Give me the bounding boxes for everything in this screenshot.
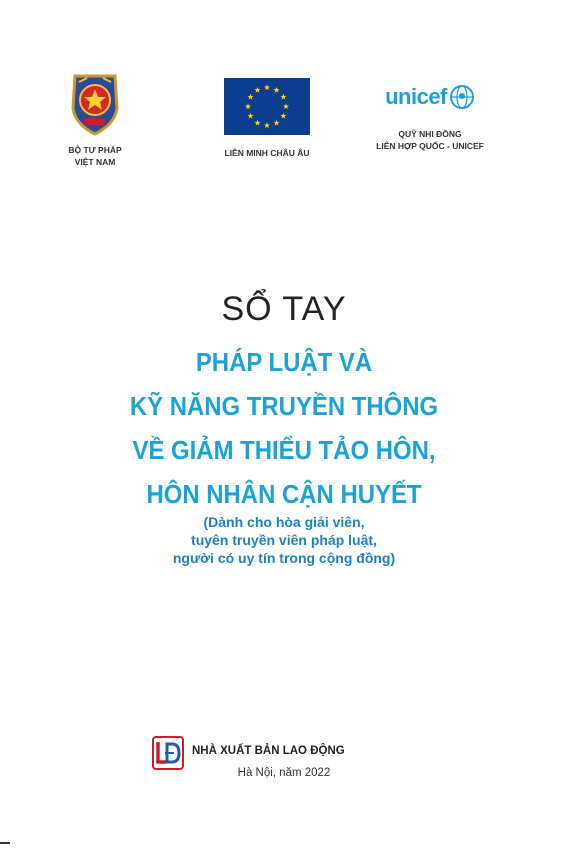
ministry-of-justice-logo (55, 72, 135, 168)
subtitle-line-3: người có uy tín trong cộng đồng) (172, 550, 396, 566)
eu-caption: LIÊN MINH CHÂU ÂU (224, 148, 310, 158)
unicef-wordmark: unicef (385, 84, 447, 109)
title-prefix: SỔ TAY (221, 290, 347, 328)
unicef-caption-line2: LIÊN HỢP QUỐC - UNICEF (376, 141, 484, 151)
place-and-year: Hà Nội, năm 2022 (237, 767, 331, 779)
moj-caption-line1: BỘ TƯ PHÁP (68, 145, 122, 155)
title-line-2: KỸ NĂNG TRUYỀN THÔNG (129, 391, 439, 421)
justice-emblem-icon (67, 72, 123, 138)
publisher-name: NHÀ XUẤT BẢN LAO ĐỘNG (192, 745, 345, 757)
publisher-logo-icon (152, 736, 184, 770)
title-line-1: PHÁP LUẬT VÀ (195, 347, 373, 377)
crop-mark (0, 842, 10, 844)
eu-flag-icon (224, 78, 310, 135)
book-title (23, 340, 546, 516)
eu-logo (208, 78, 326, 159)
unicef-globe-icon (449, 84, 475, 110)
unicef-caption-line1: QUỸ NHI ĐỒNG (398, 129, 462, 139)
subtitle (0, 513, 568, 567)
publisher-block (152, 736, 412, 770)
title-line-4: HÔN NHÂN CẬN HUYẾT (146, 479, 422, 509)
moj-caption-line2: VIỆT NAM (74, 157, 116, 167)
title-line-3: VỀ GIẢM THIỂU TẢO HÔN, (132, 435, 436, 465)
subtitle-line-2: tuyên truyền viên pháp luật, (191, 532, 377, 548)
unicef-logo (360, 82, 500, 152)
subtitle-line-1: (Dành cho hòa giải viên, (203, 514, 365, 530)
